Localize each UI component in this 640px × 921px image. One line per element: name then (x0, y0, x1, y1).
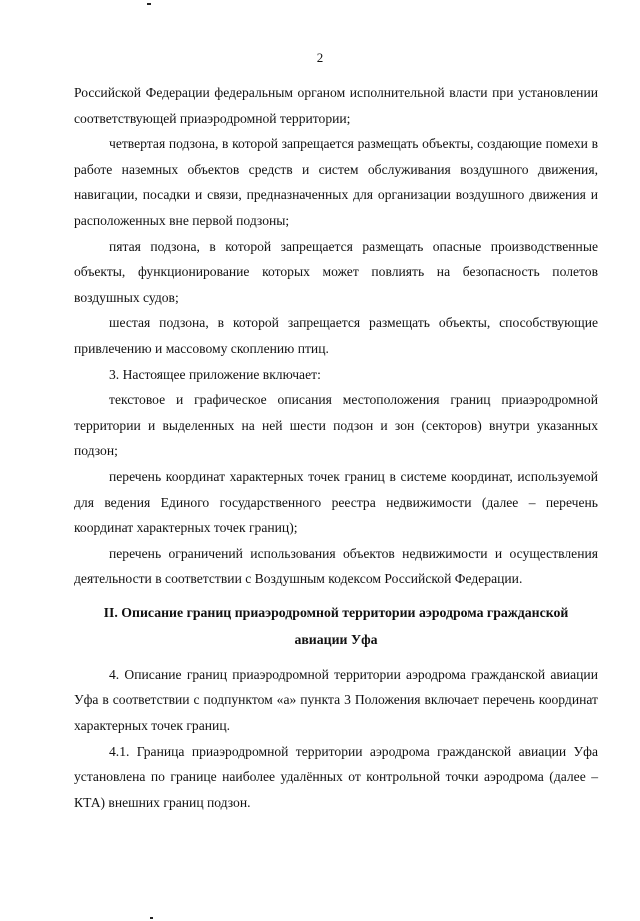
paragraph: 3. Настоящее приложение включает: (109, 366, 321, 382)
paragraph: перечень координат характерных точек границ в системе координат, используемой для ведения Единого государственного реестра недвижимости (далее – перечень координат характерных точек границ); (74, 468, 598, 536)
paragraph: 4.1. Граница приаэродромной территории аэродрома гражданской авиации Уфа установлена по границе наиболее удалённых от контрольной точки аэродрома (далее – КТА) внешних границ подзон. (74, 743, 598, 810)
paragraph: перечень ограничений использования объектов недвижимости и осуществления деятельности в соответствии с Воздушным кодексом Российской Федерации. (74, 545, 598, 587)
paragraph: четвертая подзона, в которой запрещается размещать объекты, создающие помехи в работе наземных объектов средств и систем обслуживания воздушного движения, навигации, посадки и связи, предназначенных для организации воздушного движения и расположенных вне первой подзоны; (74, 136, 598, 228)
scan-speck-bottom (150, 917, 153, 919)
paragraph: текстовое и графическое описания местоположения границ приаэродромной территории и выделенных на ней шести подзон и зон (секторов) внутри указанных подзон; (74, 392, 598, 459)
document-body (74, 80, 598, 815)
paragraph: Российской Федерации федеральным органом исполнительной власти при установлении соответствующей приаэродромной территории; (74, 85, 598, 126)
section-heading (74, 599, 598, 653)
paragraph: шестая подзона, в которой запрещается размещать объекты, способствующие привлечению и массовому скоплению птиц. (74, 315, 598, 356)
section-heading-line-2: авиации Уфа (294, 631, 378, 647)
paragraph: 4. Описание границ приаэродромной территории аэродрома гражданской авиации Уфа в соответствии с подпунктом «а» пункта 3 Положения включает перечень координат характерных точек границ. (74, 666, 598, 734)
scan-speck-top (147, 3, 151, 5)
page-number: 2 (316, 50, 324, 65)
paragraph: пятая подзона, в которой запрещается размещать опасные производственные объекты, функционирование которых может повлиять на безопасность полетов воздушных судов; (74, 238, 598, 305)
section-heading-line-1: II. Описание границ приаэродромной территории аэродрома гражданской (103, 604, 569, 620)
